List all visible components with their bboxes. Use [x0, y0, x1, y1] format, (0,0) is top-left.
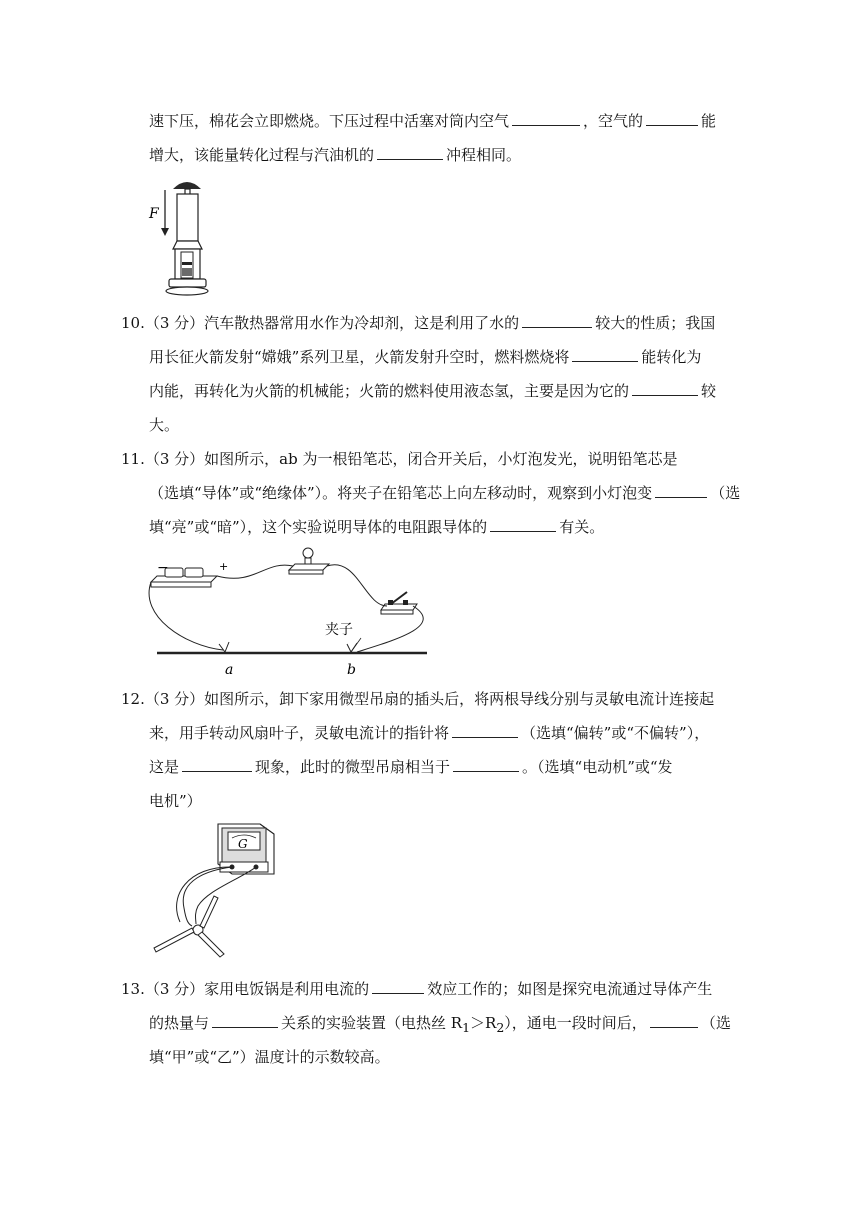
q9-line-2: [149, 144, 521, 166]
wire: [217, 565, 293, 578]
r2-subscript: 2: [496, 1020, 505, 1035]
q9-blank-3[interactable]: [377, 145, 443, 160]
galvanometer-label: G: [238, 837, 248, 851]
q11-blank-1[interactable]: [655, 483, 707, 498]
point-b-label: b: [347, 662, 356, 678]
q9-line-1: [149, 110, 716, 132]
q13-text: 效应工作的；如图是探究电流通过导体产生: [427, 980, 713, 998]
switch-board: [381, 610, 413, 614]
q12-blank-1[interactable]: [452, 723, 518, 738]
q13-text: 的热量与: [149, 1014, 210, 1032]
clip-a: [219, 642, 229, 652]
r1-subscript: 1: [462, 1020, 471, 1035]
q12-text: 。（选填“电动机”或“发: [522, 758, 673, 776]
q13-text: ＞R: [470, 1014, 497, 1032]
q10-line-1: [121, 312, 715, 334]
q12-text: 这是: [149, 758, 180, 776]
q12-line-1: [121, 688, 714, 710]
q13-blank-2[interactable]: [212, 1013, 278, 1028]
q9-blank-2[interactable]: [646, 111, 698, 126]
q10-text: 较大的性质；我国: [595, 314, 716, 332]
q13-text: （选: [700, 1014, 731, 1032]
pencil-lead-circuit-figure: [145, 546, 435, 680]
q10-text: 较: [701, 382, 717, 400]
q11-text: 有关。: [559, 518, 605, 536]
q9-text: 冲程相同。: [446, 146, 522, 164]
q12-text: 来，用手转动风扇叶子，灵敏电流计的指针将: [149, 724, 450, 742]
q9-text: 速下压，棉花会立即燃烧。下压过程中活塞对筒内空气: [149, 112, 510, 130]
base: [169, 279, 206, 287]
q12-text: 现象，此时的微型吊扇相当于: [255, 758, 451, 776]
q11-line-2: [149, 482, 740, 504]
cotton: [182, 268, 192, 276]
q11-text: 如图所示，ab 为一根铅笔芯，闭合开关后，小灯泡发光，说明铅笔芯是: [204, 450, 678, 468]
q10-blank-1[interactable]: [522, 313, 592, 328]
q9-text: 增大，该能量转化过程与汽油机的: [149, 146, 375, 164]
q12-blank-2[interactable]: [182, 757, 252, 772]
q13-line-3: [149, 1046, 390, 1068]
q13-blank-1[interactable]: [372, 979, 424, 994]
piston-head: [182, 262, 192, 265]
battery-board: [151, 582, 211, 587]
q12-line-4: [149, 790, 202, 812]
q13-number: 13.（3 分）: [121, 980, 205, 998]
q10-line-2: [149, 346, 701, 368]
q9-text: ，空气的: [583, 112, 644, 130]
q12-text: 如图所示，卸下家用微型吊扇的插头后，将两根导线分别与灵敏电流计连接起: [204, 690, 715, 708]
q13-text: 填“甲”或“乙”）温度计的示数较高。: [149, 1048, 390, 1066]
q12-number: 12.（3 分）: [121, 690, 205, 708]
q13-text: 家用电饭锅是利用电流的: [204, 980, 370, 998]
fire-piston-figure: [145, 176, 215, 300]
lamp-board: [289, 570, 323, 574]
q11-text: （选: [710, 484, 741, 502]
clip-label: 夹子: [325, 622, 353, 638]
q13-blank-3[interactable]: [650, 1013, 698, 1028]
q11-blank-2[interactable]: [490, 517, 556, 532]
q12-line-3: [149, 756, 673, 778]
force-label: F: [149, 206, 159, 222]
q13-text: ），通电一段时间后，: [504, 1014, 647, 1032]
q10-blank-2[interactable]: [572, 347, 638, 362]
q9-blank-1[interactable]: [512, 111, 580, 126]
q12-blank-3[interactable]: [453, 757, 519, 772]
point-a-label: a: [225, 662, 234, 678]
q13-line-1: [121, 978, 712, 1000]
q10-text: 汽车散热器常用水作为冷却剂，这是利用了水的: [204, 314, 520, 332]
plus-sign: +: [219, 560, 229, 573]
q10-text: 能转化为: [641, 348, 702, 366]
q12-text: （选填“偏转”或“不偏转”），: [521, 724, 710, 742]
q11-number: 11.（3 分）: [121, 450, 205, 468]
bulb-icon: [303, 548, 313, 558]
q13-line-2: [149, 1012, 731, 1039]
handle-cap: [173, 182, 201, 189]
q11-text: 填“亮”或“暗”），这个实验说明导体的电阻跟导体的: [149, 518, 488, 536]
q13-text: 关系的实验装置（电热丝 R: [281, 1014, 463, 1032]
q10-blank-3[interactable]: [632, 381, 698, 396]
q10-line-4: [149, 414, 179, 436]
minus-sign: −: [157, 560, 169, 576]
q12-text: 电机”）: [149, 792, 202, 810]
q10-number: 10.（3 分）: [121, 314, 205, 332]
q10-line-3: [149, 380, 716, 402]
q11-line-3: [149, 516, 604, 538]
q10-text: 大。: [149, 416, 180, 434]
q11-text: （选填“导体”或“绝缘体”）。将夹子在铅笔芯上向左移动时，观察到小灯泡变: [149, 484, 653, 502]
q11-line-1: [121, 448, 678, 470]
q9-text: 能: [701, 112, 717, 130]
q10-text: 用长征火箭发射“嫦娥”系列卫星，火箭发射升空时，燃料燃烧将: [149, 348, 570, 366]
q12-line-2: [149, 722, 709, 744]
galvanometer-fan-figure: [148, 820, 283, 962]
q10-text: 内能，再转化为火箭的机械能；火箭的燃料使用液态氢，主要是因为它的: [149, 382, 630, 400]
tube-upper: [177, 194, 198, 241]
